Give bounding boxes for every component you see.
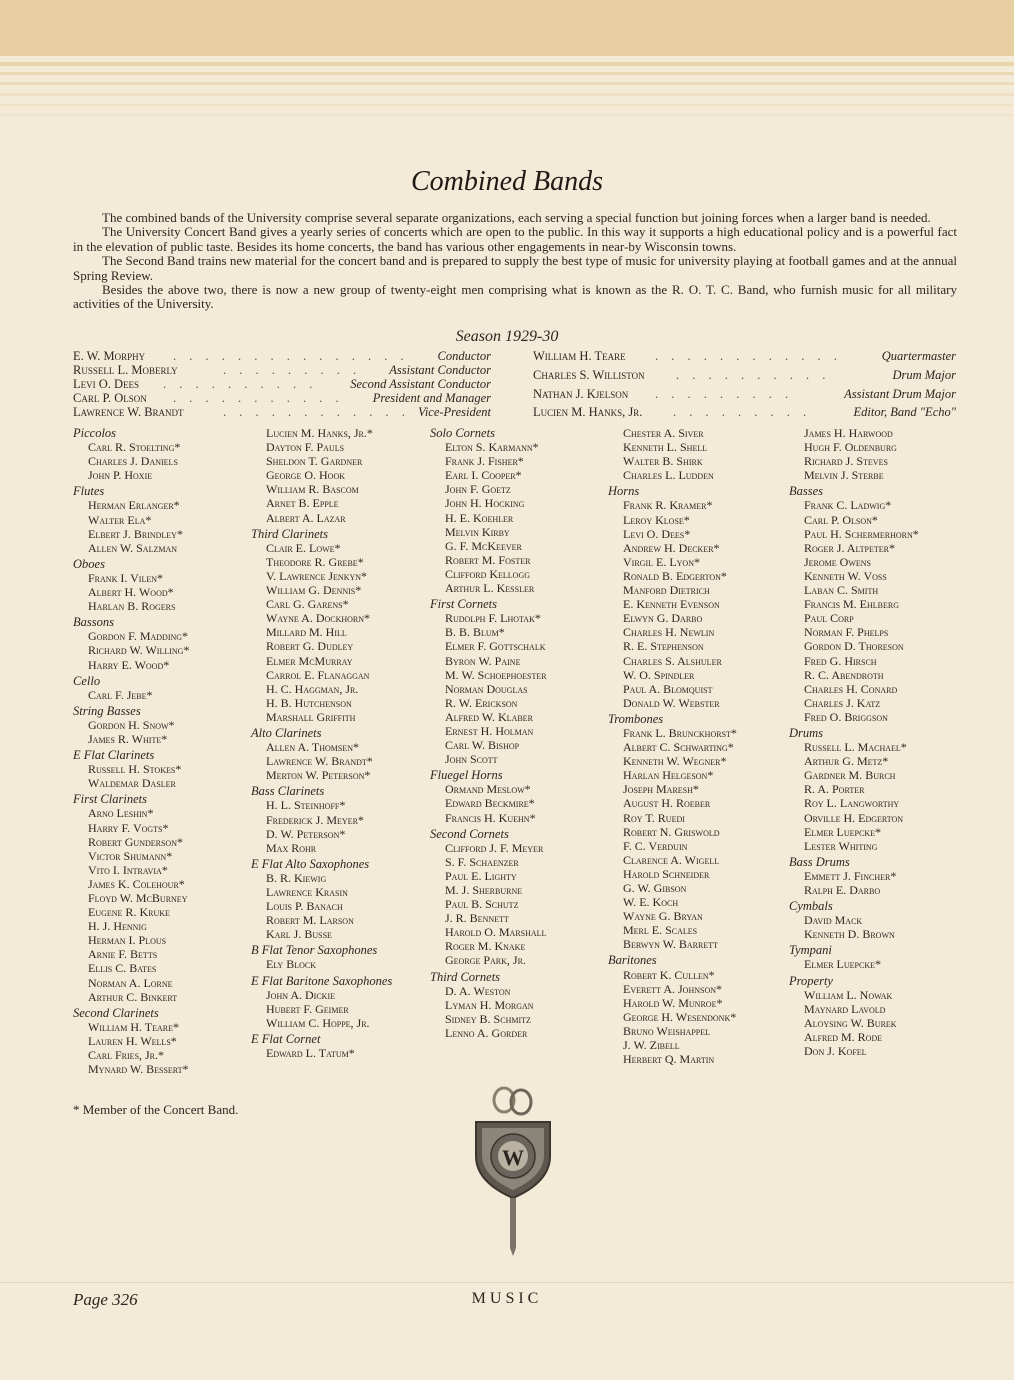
member-name: Norman Douglas xyxy=(445,681,528,696)
member-name: Elwyn G. Darbo xyxy=(623,611,703,626)
member-name: Levi O. Dees* xyxy=(623,526,691,541)
member-name: Byron W. Paine xyxy=(445,653,521,668)
member-name: James R. White* xyxy=(88,731,168,746)
member-name: Wayne A. Dockhorn* xyxy=(266,611,371,626)
member-name: Roger M. Knake xyxy=(445,939,526,954)
member-name: M. W. Schoephoester xyxy=(445,667,547,682)
season-heading: Season 1929-30 xyxy=(455,328,559,345)
instrument-section-heading: Second Clarinets xyxy=(73,1005,159,1020)
member-name: Clarence A. Wigell xyxy=(623,852,720,867)
member-name: Floyd W. McBurney xyxy=(88,891,188,905)
member-name: William R. Bascom xyxy=(266,482,359,497)
member-name: B. R. Kiewig xyxy=(266,870,327,885)
member-name: Leroy Klose* xyxy=(623,512,690,527)
member-name: Norman A. Lorne xyxy=(88,975,173,990)
member-name: J. R. Bennett xyxy=(445,911,509,926)
member-name: Sheldon T. Gardner xyxy=(266,454,363,469)
member-name: John H. Hocking xyxy=(445,496,525,511)
instrument-section-heading: Basses xyxy=(789,484,824,499)
roster-column-3 xyxy=(430,426,608,1040)
member-name: Robert Gunderson* xyxy=(88,834,183,849)
member-name: H. E. Koehler xyxy=(445,510,514,525)
member-name: Gordon H. Snow* xyxy=(88,717,175,732)
member-name: Harold W. Munroe* xyxy=(623,995,723,1010)
member-name: Carl R. Stoelting* xyxy=(88,440,181,455)
instrument-section-heading: Alto Clarinets xyxy=(251,725,322,740)
instrument-section-heading: Bassons xyxy=(73,615,114,630)
member-name: Emmett J. Fincher* xyxy=(804,868,897,883)
member-name: Carl F. Jebe* xyxy=(88,687,153,702)
member-name: Orville H. Edgerton xyxy=(804,810,904,825)
officer-role: Conductor xyxy=(437,349,491,363)
member-name: W. O. Spindler xyxy=(623,667,695,682)
member-name: Charles H. Conard xyxy=(804,681,898,696)
member-name: D. A. Weston xyxy=(445,983,511,998)
intro-paragraph: The Second Band trains new material for the concert band and is prepared to supply the best type of music for university playing at football games and at the annual Spring Review. xyxy=(73,253,957,283)
member-name: Albert C. Schwarting* xyxy=(623,740,734,755)
member-name: E. Kenneth Evenson xyxy=(623,597,720,612)
section-label: MUSIC xyxy=(471,1290,543,1307)
member-name: Roger J. Altpeter* xyxy=(804,540,895,555)
instrument-section-heading: E Flat Clarinets xyxy=(73,748,155,763)
member-name: Arno Leshin* xyxy=(88,806,154,821)
member-name: B. B. Blum* xyxy=(445,625,505,640)
member-name: Laban C. Smith xyxy=(804,583,879,598)
member-name: Rudolph F. Lhotak* xyxy=(445,611,541,626)
officer-name: Charles S. Williston xyxy=(533,368,645,382)
member-name: Roy L. Langworthy xyxy=(804,796,900,811)
member-name: Arnie F. Betts xyxy=(88,947,158,962)
officer-row xyxy=(73,349,491,363)
member-name: Melvin Kirby xyxy=(445,524,510,539)
member-name: Millard M. Hill xyxy=(266,625,347,640)
roster-column-1 xyxy=(73,426,251,1076)
member-name: Paul A. Blomquist xyxy=(623,681,713,696)
member-name: Bruno Weishappel xyxy=(623,1023,711,1038)
page-title: Combined Bands xyxy=(410,166,604,197)
instrument-section-heading: Baritones xyxy=(608,953,657,968)
member-name: Paul E. Lighty xyxy=(445,868,517,883)
instrument-section-heading: Solo Cornets xyxy=(430,426,495,440)
member-name: Joseph Maresh* xyxy=(623,782,699,797)
officer-name: Carl P. Olson xyxy=(73,391,147,405)
member-name: Edward L. Tatum* xyxy=(266,1046,355,1061)
footer-rule xyxy=(0,1282,1014,1283)
officer-row xyxy=(533,387,956,401)
member-name: Paul Corp xyxy=(804,611,854,626)
member-name: Don J. Kofel xyxy=(804,1044,867,1059)
leader-dots: . . . . . . . . . . . . xyxy=(223,405,410,419)
member-name: Lawrence W. Brandt* xyxy=(266,754,373,769)
member-name: George H. Wesendonk* xyxy=(623,1009,737,1024)
member-name: Frank J. Fisher* xyxy=(445,454,524,469)
member-name: James H. Harwood xyxy=(804,426,893,440)
member-name: Albert A. Lazar xyxy=(266,510,346,525)
member-name: Ely Block xyxy=(266,957,316,972)
member-name: Maynard Lavold xyxy=(804,1001,886,1016)
roster-column-4 xyxy=(608,426,788,1066)
member-name: F. C. Verduin xyxy=(623,838,688,853)
member-name: John F. Goetz xyxy=(445,482,511,497)
instrument-section-heading: E Flat Baritone Saxophones xyxy=(251,973,393,988)
member-name: Wayne G. Bryan xyxy=(623,909,703,924)
officer-row xyxy=(73,363,491,377)
member-name: Arthur C. Binkert xyxy=(88,989,178,1004)
instrument-section-heading: Horns xyxy=(608,484,640,499)
member-name: Frank R. Kramer* xyxy=(623,498,713,513)
instrument-section-heading: Cymbals xyxy=(789,899,833,914)
officer-role: Assistant Conductor xyxy=(389,363,491,377)
member-name: Merl E. Scales xyxy=(623,923,698,938)
member-name: Clair E. Lowe* xyxy=(266,540,341,555)
member-name: Marshall Griffith xyxy=(266,709,356,724)
member-name: Walter Ela* xyxy=(88,512,152,527)
member-name: Ellis C. Bates xyxy=(88,961,157,976)
member-name: Merton W. Peterson* xyxy=(266,768,371,783)
member-name: Donald W. Webster xyxy=(623,695,720,710)
member-name: John P. Hoxie xyxy=(88,468,153,483)
officer-name: Nathan J. Kjelson xyxy=(533,387,629,401)
member-name: G. F. McKeever xyxy=(445,538,522,553)
member-name: H. J. Hennig xyxy=(88,919,147,934)
member-name: Arnet B. Epple xyxy=(266,496,339,511)
officer-row xyxy=(533,405,956,419)
leader-dots: . . . . . . . . . . xyxy=(676,368,831,382)
instrument-section-heading: Third Cornets xyxy=(430,969,501,984)
member-name: Lenno A. Gorder xyxy=(445,1025,528,1040)
member-name: Allen W. Salzman xyxy=(88,540,178,555)
member-name: George Park, Jr. xyxy=(445,953,526,968)
member-name: Robert K. Cullen* xyxy=(623,967,715,982)
officer-row xyxy=(73,377,491,391)
officer-role: Assistant Drum Major xyxy=(844,387,956,401)
member-name: Frank L. Brunckhorst* xyxy=(623,725,737,740)
member-name: Lauren H. Wells* xyxy=(88,1033,177,1048)
member-name: Harlan Helgeson* xyxy=(623,768,714,783)
member-name: Kenneth W. Voss xyxy=(804,568,887,583)
member-name: Lucien M. Hanks, Jr.* xyxy=(266,426,373,440)
officer-role: Second Assistant Conductor xyxy=(350,377,491,391)
leader-dots: . . . . . . . . . . . . . . . xyxy=(173,349,409,363)
instrument-section-heading: First Cornets xyxy=(430,597,498,612)
officer-name: Levi O. Dees xyxy=(73,377,140,391)
member-name: Elton S. Karmann* xyxy=(445,440,539,455)
instrument-section-heading: Oboes xyxy=(73,556,105,571)
intro-text xyxy=(73,211,957,312)
member-name: Earl I. Cooper* xyxy=(445,468,522,483)
instrument-section-heading: First Clarinets xyxy=(73,792,147,807)
member-name: Louis P. Banach xyxy=(266,899,343,914)
member-name: Richard W. Willing* xyxy=(88,643,190,658)
member-name: Ralph E. Darbo xyxy=(804,883,881,897)
member-name: William H. Teare* xyxy=(88,1019,179,1034)
pin-letter: W xyxy=(502,1145,524,1170)
member-name: M. J. Sherburne xyxy=(445,883,523,897)
instrument-section-heading: Bass Clarinets xyxy=(251,784,325,799)
member-name: Hugh F. Oldenburg xyxy=(804,440,897,455)
member-name: Vito I. Intravia* xyxy=(88,862,168,877)
member-name: Victor Shumann* xyxy=(88,848,173,863)
member-name: W. E. Koch xyxy=(623,895,679,910)
member-name: Herman I. Plous xyxy=(88,933,167,948)
leader-dots: . . . . . . . . . xyxy=(655,387,794,401)
member-name: H. L. Steinhoff* xyxy=(266,798,346,813)
officer-role: Quartermaster xyxy=(881,349,956,363)
leader-dots: . . . . . . . . . . . . xyxy=(655,349,842,363)
member-name: Waldemar Dasler xyxy=(88,776,176,791)
instrument-section-heading: E Flat Alto Saxophones xyxy=(251,856,370,871)
page-number: Page 326 xyxy=(73,1290,138,1309)
member-name: Richard J. Steves xyxy=(804,454,888,469)
member-name: Arthur L. Kessler xyxy=(445,581,535,596)
member-name: Robert N. Griswold xyxy=(623,824,720,839)
member-name: Charles J. Katz xyxy=(804,695,881,710)
member-name: Fred O. Briggson xyxy=(804,709,888,724)
member-name: Charles H. Newlin xyxy=(623,625,715,640)
officer-name: Russell L. Moberly xyxy=(73,363,178,377)
member-name: Aloysing W. Burek xyxy=(804,1015,897,1030)
leader-dots: . . . . . . . . . . . xyxy=(173,391,344,405)
footnote: * Member of the Concert Band. xyxy=(73,1102,239,1117)
member-name: J. W. Zibell xyxy=(623,1038,680,1053)
member-name: John Scott xyxy=(445,752,498,767)
member-name: William L. Nowak xyxy=(804,987,893,1002)
member-name: James K. Colehour* xyxy=(88,876,185,891)
officer-role: President and Manager xyxy=(372,391,491,405)
member-name: Gardner M. Burch xyxy=(804,768,896,783)
instrument-section-heading: Third Clarinets xyxy=(251,526,328,541)
member-name: Charles L. Ludden xyxy=(623,468,714,483)
member-name: Jerome Owens xyxy=(804,554,871,569)
member-name: Alfred M. Rode xyxy=(804,1029,883,1044)
member-name: Francis H. Kuehn* xyxy=(445,810,536,825)
member-name: Max Rohr xyxy=(266,840,317,855)
member-name: Harold O. Marshall xyxy=(445,925,547,940)
member-name: H. C. Haggman, Jr. xyxy=(266,681,359,696)
member-name: Lawrence Krasin xyxy=(266,885,348,899)
member-name: Robert G. Dudley xyxy=(266,639,354,654)
member-name: Virgil E. Lyon* xyxy=(623,554,700,569)
member-name: Gordon F. Madding* xyxy=(88,629,189,644)
member-name: Russell L. Machael* xyxy=(804,740,907,755)
member-name: Herman Erlanger* xyxy=(88,498,180,513)
member-name: R. W. Erickson xyxy=(445,695,518,710)
member-name: Walter B. Shirk xyxy=(623,454,703,469)
member-name: Charles S. Alshuler xyxy=(623,653,722,668)
member-name: Allen A. Thomsen* xyxy=(266,740,360,755)
member-name: Elmer Luepcke* xyxy=(804,957,881,972)
member-name: John A. Dickie xyxy=(266,987,335,1002)
member-name: R. C. Abendroth xyxy=(804,667,884,682)
member-name: Elmer Luepcke* xyxy=(804,824,881,839)
member-name: Harlan B. Rogers xyxy=(88,599,176,614)
member-name: Dayton F. Pauls xyxy=(266,440,345,455)
member-name: D. W. Peterson* xyxy=(266,826,346,841)
member-name: Roy T. Ruedi xyxy=(623,810,685,825)
instrument-section-heading: B Flat Tenor Saxophones xyxy=(251,943,378,958)
member-name: Manford Dietrich xyxy=(623,583,710,598)
member-name: Lester Whiting xyxy=(804,838,878,853)
officer-role: Editor, Band "Echo" xyxy=(853,405,956,419)
member-name: Charles J. Daniels xyxy=(88,454,178,469)
intro-paragraph: Besides the above two, there is now a new group of twenty-eight men comprising what is known as the R. O. T. C. Band, who furnish music for all military activities of the University. xyxy=(73,282,957,312)
member-name: Norman F. Phelps xyxy=(804,625,889,640)
member-name: Carrol E. Flanaggan xyxy=(266,667,370,682)
instrument-section-heading: Bass Drums xyxy=(789,854,850,869)
member-name: G. W. Gibson xyxy=(623,881,687,895)
member-name: Everett A. Johnson* xyxy=(623,981,722,996)
officer-name: Lucien M. Hanks, Jr. xyxy=(533,405,643,419)
member-name: Sidney B. Schmitz xyxy=(445,1011,531,1026)
member-name: Ronald B. Edgerton* xyxy=(623,568,727,583)
member-name: Francis M. Ehlberg xyxy=(804,597,900,612)
member-name: Andrew H. Decker* xyxy=(623,540,720,555)
member-name: H. B. Hutchenson xyxy=(266,695,352,710)
officer-role: Drum Major xyxy=(892,368,956,382)
member-name: Carl W. Bishop xyxy=(445,738,520,753)
officer-row xyxy=(533,349,956,363)
member-name: Carl G. Garens* xyxy=(266,597,349,612)
intro-paragraph: The University Concert Band gives a yearly series of concerts which are open to the public. In this way it supports a high educational policy and is a powerful fact in the elevation of public taste. Besides its home concerts, the band has various other engagements in near-by Wisconsin towns. xyxy=(73,224,957,254)
instrument-section-heading: Drums xyxy=(789,725,824,740)
instrument-section-heading: E Flat Cornet xyxy=(251,1031,321,1046)
instrument-section-heading: Flutes xyxy=(73,484,105,499)
member-name: S. F. Schaenzer xyxy=(445,854,519,869)
officer-name: E. W. Morphy xyxy=(73,349,146,363)
member-name: Kenneth L. Shell xyxy=(623,440,708,455)
member-name: Harry F. Vogts* xyxy=(88,820,169,835)
band-pin-emblem xyxy=(466,1086,560,1256)
member-name: Arthur G. Metz* xyxy=(804,754,889,769)
member-name: Clifford J. F. Meyer xyxy=(445,840,544,855)
member-name: Russell H. Stokes* xyxy=(88,762,182,777)
member-name: Frank I. Vilen* xyxy=(88,570,164,585)
roster-column-2 xyxy=(251,426,429,1060)
member-name: Melvin J. Sterbe xyxy=(804,468,884,483)
member-name: George O. Hook xyxy=(266,468,345,483)
member-name: Ormand Meslow* xyxy=(445,782,531,797)
member-name: Frank C. Ladwig* xyxy=(804,498,892,513)
member-name: V. Lawrence Jenkyn* xyxy=(266,568,368,583)
member-name: Harry E. Wood* xyxy=(88,657,170,672)
decorative-header-band xyxy=(0,0,1014,124)
leader-dots: . . . . . . . . . . xyxy=(163,377,318,391)
member-name: Elbert J. Brindley* xyxy=(88,526,183,541)
member-name: Mynard W. Bessert* xyxy=(88,1062,189,1077)
member-name: Albert H. Wood* xyxy=(88,585,174,600)
member-name: Robert M. Larson xyxy=(266,913,354,928)
member-name: Lyman H. Morgan xyxy=(445,997,534,1012)
officer-row xyxy=(533,368,956,382)
member-name: Elmer F. Gottschalk xyxy=(445,639,546,654)
instrument-section-heading: Property xyxy=(789,973,833,988)
officer-row xyxy=(73,405,491,419)
member-name: R. E. Stephenson xyxy=(623,639,704,654)
member-name: Chester A. Siver xyxy=(623,426,704,440)
member-name: Elmer McMurray xyxy=(266,653,353,668)
officer-name: Lawrence W. Brandt xyxy=(73,405,184,419)
member-name: Karl J. Busse xyxy=(266,927,332,942)
member-name: Ernest H. Holman xyxy=(445,723,534,738)
member-name: David Mack xyxy=(804,913,863,928)
instrument-section-heading: String Basses xyxy=(73,703,141,718)
instrument-section-heading: Piccolos xyxy=(73,426,117,440)
member-name: Alfred W. Klaber xyxy=(445,709,533,724)
member-name: Edward Beckmire* xyxy=(445,796,535,811)
instrument-section-heading: Fluegel Horns xyxy=(430,768,503,783)
member-name: William G. Dennis* xyxy=(266,583,362,598)
member-name: Eugene R. Kruke xyxy=(88,905,170,920)
member-name: Carl Fries, Jr.* xyxy=(88,1048,165,1063)
intro-paragraph: The combined bands of the University comprise several separate organizations, each serving a special function but joining forces when a larger band is needed. xyxy=(102,210,931,225)
member-name: Clifford Kellogg xyxy=(445,566,531,581)
instrument-section-heading: Cello xyxy=(73,673,101,688)
member-name: Carl P. Olson* xyxy=(804,512,878,527)
member-name: Herbert Q. Martin xyxy=(623,1052,715,1067)
member-name: Hubert F. Geimer xyxy=(266,1001,349,1016)
officer-row xyxy=(73,391,491,405)
leader-dots: . . . . . . . . . xyxy=(223,363,362,377)
member-name: Kenneth W. Wegner* xyxy=(623,754,727,769)
member-name: Frederick J. Meyer* xyxy=(266,812,364,827)
member-name: William C. Hoppe, Jr. xyxy=(266,1015,370,1030)
member-name: Kenneth D. Brown xyxy=(804,927,895,942)
member-name: Paul B. Schutz xyxy=(445,897,519,912)
member-name: Fred G. Hirsch xyxy=(804,653,877,668)
member-name: Gordon D. Thoreson xyxy=(804,639,904,654)
officer-role: Vice-President xyxy=(418,405,491,419)
member-name: August H. Roeber xyxy=(623,796,711,811)
member-name: Paul H. Schermerhorn* xyxy=(804,526,919,541)
officer-name: William H. Teare xyxy=(533,349,626,363)
instrument-section-heading: Trombones xyxy=(608,711,664,726)
roster-column-5 xyxy=(789,426,969,1058)
member-name: Robert M. Foster xyxy=(445,552,531,567)
member-name: R. A. Porter xyxy=(804,782,865,797)
instrument-section-heading: Tympani xyxy=(789,943,832,958)
leader-dots: . . . . . . . . . xyxy=(673,405,812,419)
member-name: Theodore R. Grebe* xyxy=(266,554,364,569)
member-name: Berwyn W. Barrett xyxy=(623,937,719,952)
member-name: Harold Schneider xyxy=(623,866,710,881)
instrument-section-heading: Second Cornets xyxy=(430,826,509,841)
